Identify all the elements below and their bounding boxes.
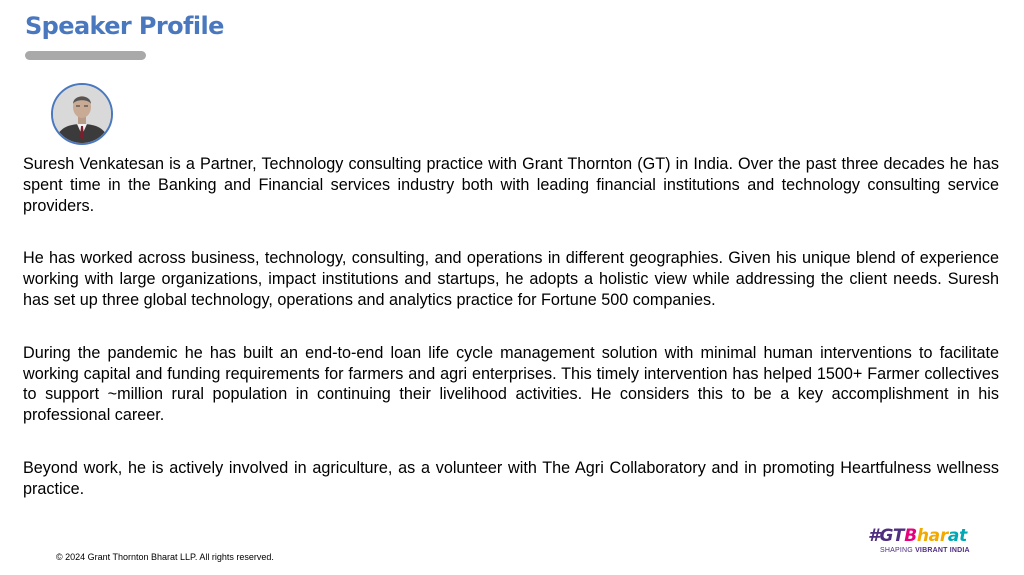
bio-paragraph-3: During the pandemic he has built an end-to-end loan life cycle management solution with minimal human interventions to facilitate working capital and funding requirements for farmers and agri enterprises. This timely intervention has helped 1500+ Farmer collectives to support ~million rural population in continuing their livelihood activities. He considers this to be a key accomplishment in his professional career. (23, 343, 999, 425)
brand-har: har (916, 526, 948, 546)
brand-b: B (904, 526, 917, 546)
brand-hash: # (868, 526, 880, 546)
speaker-bio (23, 154, 999, 500)
bio-paragraph-2: He has worked across business, technology, consulting, and operations in different geographies. Given his unique blend of experience working with large organizations, impact institutions and startups, he adopts a holistic view while addressing the client needs. Suresh has set up three global technology, operations and analytics practice for Fortune 500 companies. (23, 249, 999, 309)
speaker-portrait-icon (53, 85, 111, 143)
brand-vibrant-india: VIBRANT INDIA (915, 547, 970, 554)
copyright-footer: © 2024 Grant Thornton Bharat LLP. All rights reserved. (56, 552, 274, 562)
gtbharat-logo (868, 526, 978, 555)
brand-at: at (947, 526, 967, 546)
bio-paragraph-4: Beyond work, he is actively involved in agriculture, as a volunteer with The Agri Collaboratory and in promoting Heartfulness wellness practice. (23, 458, 999, 498)
brand-hashtag (868, 526, 978, 546)
title-underline-bar (25, 51, 146, 60)
brand-shaping: SHAPING (880, 547, 916, 554)
speaker-photo (51, 83, 113, 145)
bio-paragraph-1: Suresh Venkatesan is a Partner, Technology consulting practice with Grant Thornton (GT) in India. Over the past three decades he has spent time in the Banking and Financial services industry both with leading financial institutions and technology consulting service providers. (23, 155, 999, 215)
brand-tagline (880, 546, 978, 555)
page-title: Speaker Profile (25, 12, 224, 40)
brand-gt: GT (879, 526, 905, 546)
